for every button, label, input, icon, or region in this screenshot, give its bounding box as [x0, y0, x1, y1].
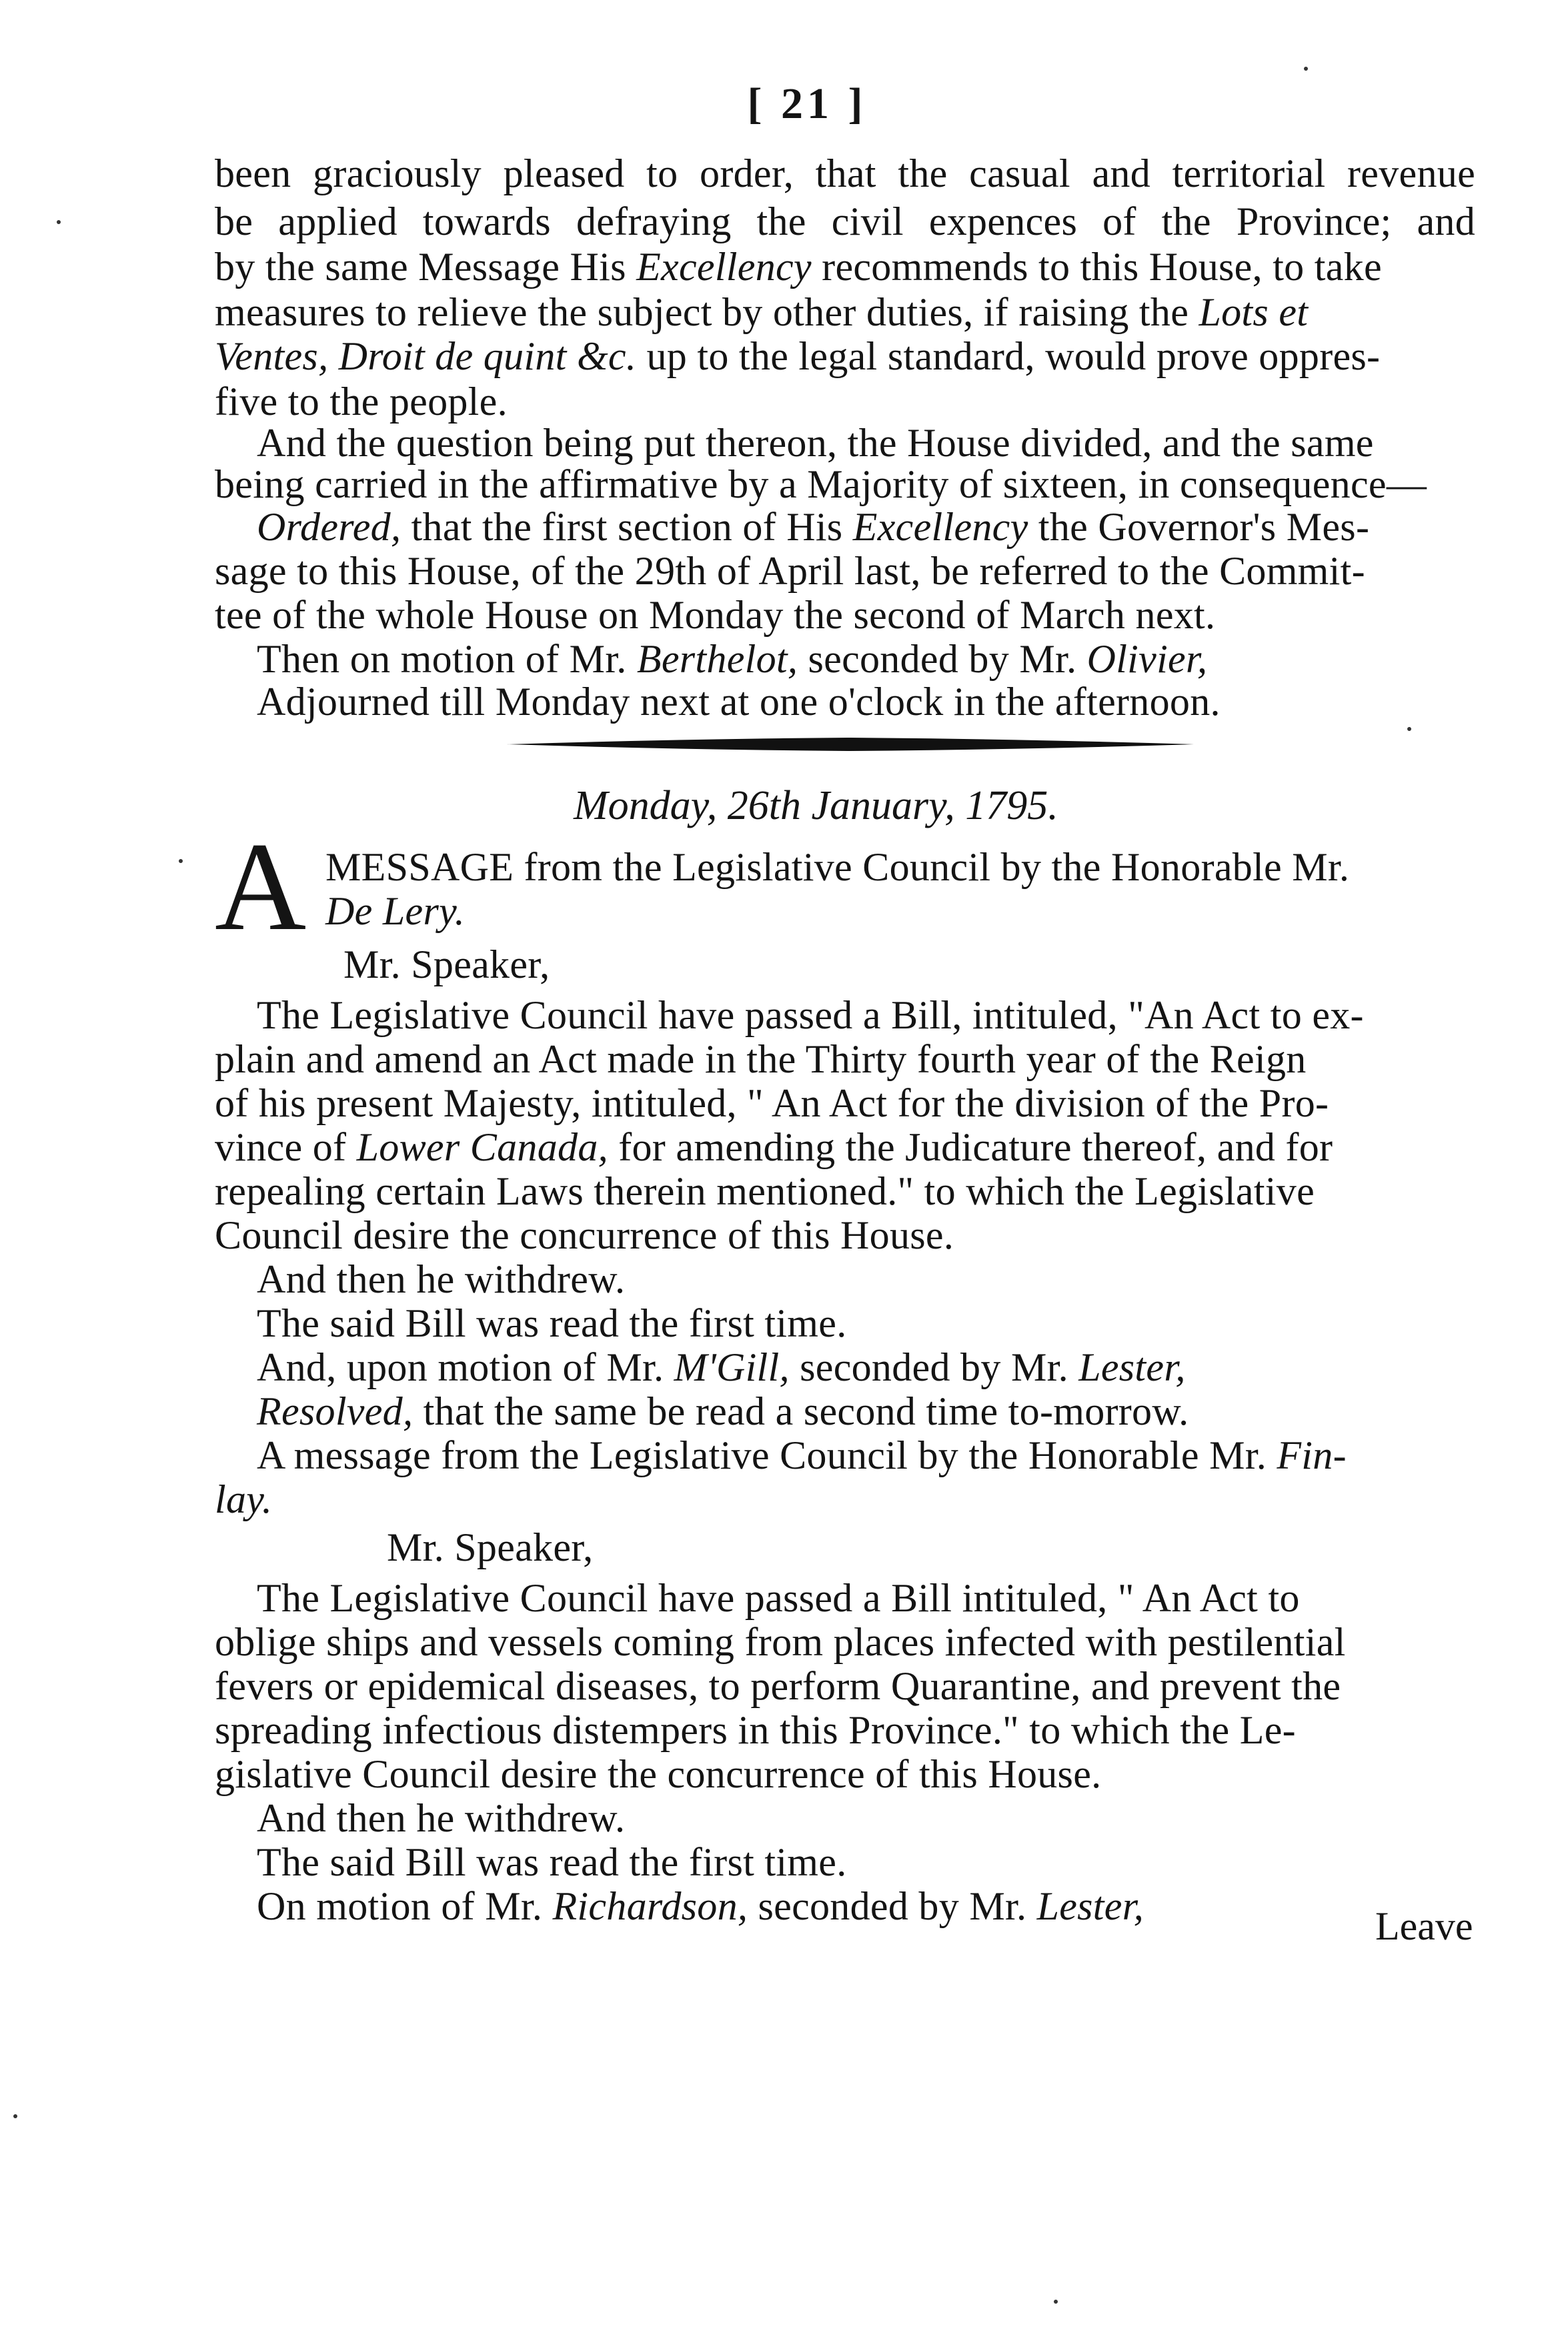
text-line: five to the people. — [215, 379, 508, 424]
text-line: been graciously pleased to order, that the casual and territorial revenue — [215, 151, 1475, 195]
text-line — [257, 1343, 1186, 1391]
italic-term: Excellency — [852, 505, 1028, 549]
italic-term: Richardson, — [552, 1884, 748, 1928]
scan-speck — [13, 2114, 17, 2118]
italic-term: Fin- — [1277, 1433, 1347, 1477]
text-span: seconded by Mr. — [789, 1345, 1079, 1389]
text-span: And, upon motion of Mr. — [257, 1345, 674, 1389]
text-line: Council desire the concurrence of this House. — [215, 1213, 954, 1257]
date-heading: Monday, 26th January, 1795. — [574, 783, 1058, 828]
salutation: Mr. Speaker, — [387, 1525, 594, 1569]
text-line: De Lery. — [325, 889, 466, 933]
italic-term: Lester, — [1078, 1345, 1186, 1389]
text-span: measures to relieve the subject by other duties, if raising the — [215, 290, 1199, 334]
text-line: The said Bill was read the first time. — [257, 1301, 847, 1345]
text-span: seconded by Mr. — [798, 637, 1087, 681]
text-line — [215, 243, 1382, 291]
text-line: Adjourned till Monday next at one o'clock in the afternoon. — [257, 680, 1221, 724]
italic-term: Berthelot, — [636, 637, 798, 681]
page-number: [ 21 ] — [747, 79, 867, 128]
italic-term: Olivier, — [1086, 637, 1208, 681]
italic-term: Resolved, — [257, 1389, 414, 1433]
italic-term: Ordered, — [257, 505, 402, 549]
scan-speck — [1054, 2300, 1058, 2304]
text-span: for amending the Judicature thereof, and for — [608, 1125, 1333, 1169]
text-span: Then on motion of Mr. — [257, 637, 637, 681]
text-line: be applied towards defraying the civil expences of the Province; and — [215, 199, 1475, 243]
text-span: by the same Message His — [215, 245, 637, 289]
text-line: sage to this House, of the 29th of April last, be referred to the Commit- — [215, 549, 1365, 593]
text-line: gislative Council desire the concurrence of this House. — [215, 1752, 1102, 1796]
catchword: Leave — [1375, 1904, 1473, 1948]
text-span: that the same be read a second time to-morrow. — [413, 1389, 1189, 1433]
text-line: fevers or epidemical diseases, to perform Quarantine, and prevent the — [215, 1664, 1341, 1708]
text-line: lay. — [215, 1477, 273, 1521]
italic-term: Lester, — [1036, 1884, 1144, 1928]
text-line: The Legislative Council have passed a Bill intituled, " An Act to — [257, 1576, 1300, 1620]
italic-term: Lots et — [1199, 290, 1309, 334]
italic-term: Lower Canada, — [356, 1125, 608, 1169]
text-span: the Governor's Mes- — [1028, 505, 1370, 549]
scan-speck — [179, 859, 183, 863]
text-line — [215, 1123, 1333, 1171]
text-line: The Legislative Council have passed a Bill, intituled, "An Act to ex- — [257, 993, 1364, 1037]
text-line: plain and amend an Act made in the Thirty fourth year of the Reign — [215, 1037, 1307, 1081]
text-span: up to the legal standard, would prove oppres- — [636, 334, 1381, 378]
text-line: tee of the whole House on Monday the second of March next. — [215, 593, 1216, 637]
text-line: The said Bill was read the first time. — [257, 1840, 847, 1884]
italic-term: Excellency — [636, 245, 812, 289]
text-line — [257, 635, 1207, 683]
salutation: Mr. Speaker, — [343, 942, 550, 986]
text-line: And then he withdrew. — [257, 1796, 626, 1840]
text-line — [257, 1882, 1144, 1930]
drop-cap: A — [215, 817, 307, 957]
italic-term: M'Gill, — [674, 1345, 790, 1389]
text-span: recommends to this House, to take — [811, 245, 1382, 289]
text-line: of his present Majesty, intituled, " An Act for the division of the Pro- — [215, 1081, 1329, 1125]
text-line — [215, 332, 1380, 380]
scan-speck — [57, 220, 61, 224]
scan-speck — [1407, 727, 1411, 731]
text-line: oblige ships and vessels coming from places infected with pestilential — [215, 1620, 1346, 1664]
text-line — [257, 1387, 1189, 1435]
text-line: spreading infectious distempers in this Province." to which the Le- — [215, 1708, 1296, 1752]
text-line: being carried in the affirmative by a Majority of sixteen, in consequence— — [215, 462, 1427, 506]
text-line: And the question being put thereon, the House divided, and the same — [257, 421, 1374, 465]
text-span: vince of — [215, 1125, 357, 1169]
text-span: seconded by Mr. — [748, 1884, 1037, 1928]
ornamental-rule — [507, 736, 1194, 752]
text-line — [257, 1431, 1347, 1479]
scan-speck — [1304, 67, 1308, 71]
italic-term: Ventes, Droit de quint &c. — [215, 334, 637, 378]
text-line — [215, 288, 1308, 336]
text-line — [257, 503, 1369, 551]
text-span: that the first section of His — [401, 505, 853, 549]
text-line: And then he withdrew. — [257, 1257, 626, 1301]
text-line: repealing certain Laws therein mentioned." to which the Legislative — [215, 1169, 1315, 1213]
text-span: A message from the Legislative Council by the Honorable Mr. — [257, 1433, 1277, 1477]
text-span: On motion of Mr. — [257, 1884, 553, 1928]
text-line: MESSAGE from the Legislative Council by the Honorable Mr. — [325, 845, 1350, 889]
